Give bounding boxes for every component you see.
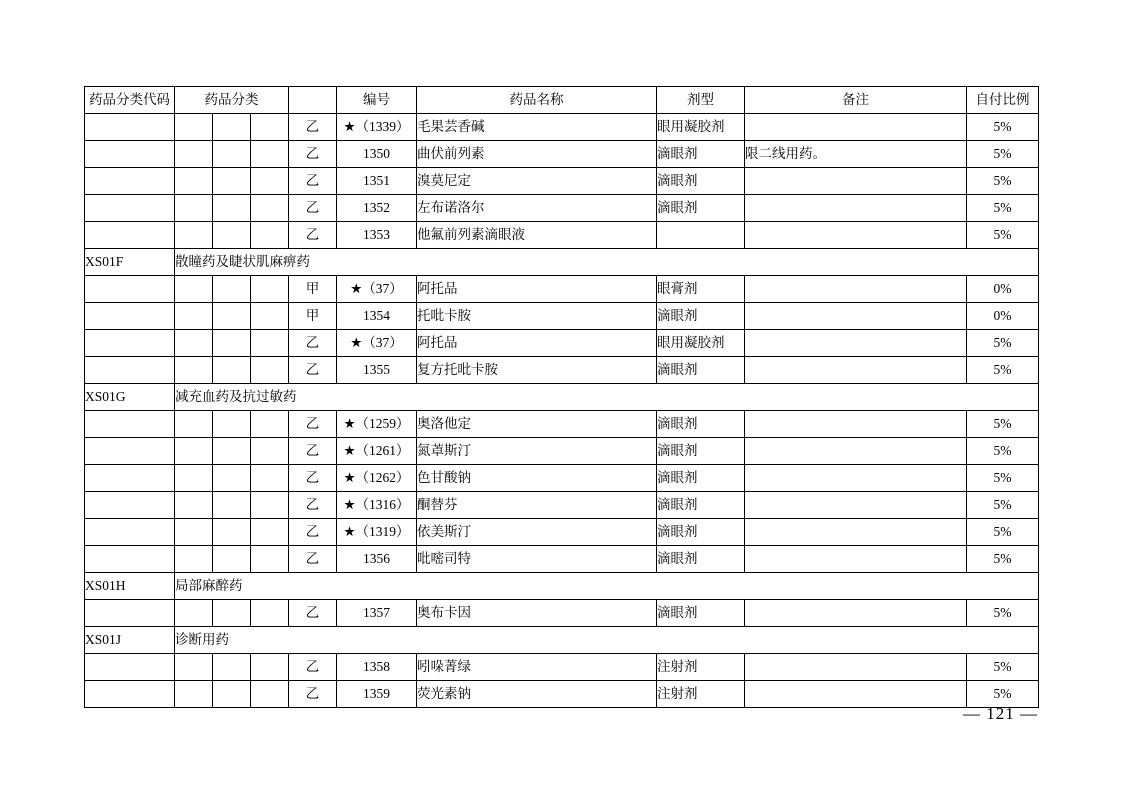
cell-type: 乙 xyxy=(289,600,337,627)
cell-remark xyxy=(745,357,967,384)
cell-ratio: 0% xyxy=(967,303,1039,330)
cell-remark xyxy=(745,519,967,546)
cell-dosage: 眼膏剂 xyxy=(657,276,745,303)
cell-drug-name: 毛果芸香碱 xyxy=(417,114,657,141)
cell-dosage: 滴眼剂 xyxy=(657,303,745,330)
cell-ratio: 5% xyxy=(967,195,1039,222)
cell-drug-name: 溴莫尼定 xyxy=(417,168,657,195)
cell-dosage: 滴眼剂 xyxy=(657,411,745,438)
cell-sub1 xyxy=(175,681,213,708)
cell-sub3 xyxy=(251,411,289,438)
cell-drug-name: 酮替芬 xyxy=(417,492,657,519)
cell-sub1 xyxy=(175,357,213,384)
table-row xyxy=(85,357,1039,384)
cell-sub2 xyxy=(213,600,251,627)
cell-remark xyxy=(745,492,967,519)
cell-sub1 xyxy=(175,411,213,438)
cell-drug-name: 托吡卡胺 xyxy=(417,303,657,330)
cell-sub1 xyxy=(175,276,213,303)
cell-number: 1351 xyxy=(337,168,417,195)
cell-code xyxy=(85,195,175,222)
cell-type: 乙 xyxy=(289,411,337,438)
cell-type: 乙 xyxy=(289,546,337,573)
cell-remark xyxy=(745,654,967,681)
cell-sub1 xyxy=(175,654,213,681)
cell-sub3 xyxy=(251,438,289,465)
cell-remark: 限二线用药。 xyxy=(745,141,967,168)
cell-sub2 xyxy=(213,303,251,330)
cell-code xyxy=(85,114,175,141)
cell-number: 1355 xyxy=(337,357,417,384)
cell-remark xyxy=(745,222,967,249)
cell-code xyxy=(85,168,175,195)
table-row xyxy=(85,303,1039,330)
table-header-row xyxy=(85,87,1039,114)
cell-dosage: 注射剂 xyxy=(657,681,745,708)
cell-remark xyxy=(745,546,967,573)
cell-type: 乙 xyxy=(289,465,337,492)
cell-sub1 xyxy=(175,330,213,357)
cell-type: 乙 xyxy=(289,438,337,465)
cell-drug-name: 色甘酸钠 xyxy=(417,465,657,492)
cell-sub1 xyxy=(175,492,213,519)
cell-remark xyxy=(745,114,967,141)
cell-category-name: 散瞳药及睫状肌麻痹药 xyxy=(175,249,1039,276)
cell-dosage: 滴眼剂 xyxy=(657,519,745,546)
cell-ratio: 5% xyxy=(967,654,1039,681)
cell-sub2 xyxy=(213,465,251,492)
cell-code xyxy=(85,681,175,708)
cell-sub3 xyxy=(251,168,289,195)
cell-number: ★（1339） xyxy=(337,114,417,141)
cell-sub3 xyxy=(251,276,289,303)
cell-category-name: 诊断用药 xyxy=(175,627,1039,654)
cell-remark xyxy=(745,195,967,222)
cell-ratio: 5% xyxy=(967,492,1039,519)
cell-sub1 xyxy=(175,600,213,627)
cell-drug-name: 阿托品 xyxy=(417,330,657,357)
cell-code xyxy=(85,222,175,249)
cell-sub3 xyxy=(251,141,289,168)
table-row xyxy=(85,654,1039,681)
cell-sub1 xyxy=(175,546,213,573)
cell-ratio: 5% xyxy=(967,438,1039,465)
cell-ratio: 5% xyxy=(967,681,1039,708)
cell-type: 甲 xyxy=(289,276,337,303)
header-category: 药品分类 xyxy=(175,87,289,114)
cell-ratio: 5% xyxy=(967,141,1039,168)
table-row xyxy=(85,222,1039,249)
cell-number: ★（1259） xyxy=(337,411,417,438)
table-row xyxy=(85,465,1039,492)
cell-dosage: 注射剂 xyxy=(657,654,745,681)
table-row xyxy=(85,276,1039,303)
cell-drug-name: 吲哚菁绿 xyxy=(417,654,657,681)
cell-remark xyxy=(745,303,967,330)
header-type xyxy=(289,87,337,114)
cell-code xyxy=(85,141,175,168)
cell-number: 1352 xyxy=(337,195,417,222)
cell-sub2 xyxy=(213,168,251,195)
cell-sub2 xyxy=(213,519,251,546)
cell-code: XS01G xyxy=(85,384,175,411)
cell-drug-name: 曲伏前列素 xyxy=(417,141,657,168)
cell-sub2 xyxy=(213,654,251,681)
cell-remark xyxy=(745,600,967,627)
table-row xyxy=(85,141,1039,168)
cell-type: 乙 xyxy=(289,654,337,681)
cell-sub1 xyxy=(175,303,213,330)
cell-type: 乙 xyxy=(289,222,337,249)
cell-sub3 xyxy=(251,114,289,141)
cell-type: 乙 xyxy=(289,330,337,357)
cell-remark xyxy=(745,276,967,303)
cell-drug-name: 氮䓬斯汀 xyxy=(417,438,657,465)
cell-dosage: 滴眼剂 xyxy=(657,357,745,384)
cell-dosage: 滴眼剂 xyxy=(657,141,745,168)
cell-ratio: 5% xyxy=(967,546,1039,573)
cell-number: ★（1316） xyxy=(337,492,417,519)
cell-code xyxy=(85,303,175,330)
cell-sub2 xyxy=(213,411,251,438)
cell-sub2 xyxy=(213,195,251,222)
table-row xyxy=(85,168,1039,195)
cell-sub2 xyxy=(213,492,251,519)
cell-sub3 xyxy=(251,600,289,627)
header-ratio: 自付比例 xyxy=(967,87,1039,114)
cell-drug-name: 左布诺洛尔 xyxy=(417,195,657,222)
cell-ratio: 5% xyxy=(967,114,1039,141)
cell-code: XS01H xyxy=(85,573,175,600)
cell-number: 1358 xyxy=(337,654,417,681)
cell-sub3 xyxy=(251,492,289,519)
cell-type: 乙 xyxy=(289,492,337,519)
cell-number: 1359 xyxy=(337,681,417,708)
cell-code xyxy=(85,600,175,627)
cell-sub2 xyxy=(213,330,251,357)
cell-code xyxy=(85,276,175,303)
header-number: 编号 xyxy=(337,87,417,114)
header-name: 药品名称 xyxy=(417,87,657,114)
cell-drug-name: 复方托吡卡胺 xyxy=(417,357,657,384)
cell-code xyxy=(85,519,175,546)
cell-number: 1356 xyxy=(337,546,417,573)
drug-catalog-table xyxy=(84,86,1039,708)
header-remark: 备注 xyxy=(745,87,967,114)
cell-dosage: 滴眼剂 xyxy=(657,546,745,573)
cell-code xyxy=(85,492,175,519)
cell-remark xyxy=(745,168,967,195)
header-dosage: 剂型 xyxy=(657,87,745,114)
cell-type: 乙 xyxy=(289,141,337,168)
cell-type: 乙 xyxy=(289,168,337,195)
cell-sub3 xyxy=(251,546,289,573)
cell-code xyxy=(85,654,175,681)
table-row xyxy=(85,600,1039,627)
cell-sub3 xyxy=(251,465,289,492)
cell-sub3 xyxy=(251,654,289,681)
cell-ratio: 5% xyxy=(967,465,1039,492)
cell-drug-name: 他氟前列素滴眼液 xyxy=(417,222,657,249)
cell-sub2 xyxy=(213,357,251,384)
cell-sub3 xyxy=(251,330,289,357)
cell-remark xyxy=(745,411,967,438)
cell-number: ★（1319） xyxy=(337,519,417,546)
header-code: 药品分类代码 xyxy=(85,87,175,114)
cell-sub2 xyxy=(213,114,251,141)
cell-remark xyxy=(745,330,967,357)
cell-sub1 xyxy=(175,438,213,465)
table-row xyxy=(85,438,1039,465)
cell-sub1 xyxy=(175,465,213,492)
cell-ratio: 5% xyxy=(967,357,1039,384)
cell-drug-name: 奥布卡因 xyxy=(417,600,657,627)
cell-ratio: 5% xyxy=(967,411,1039,438)
cell-number: 1354 xyxy=(337,303,417,330)
cell-sub1 xyxy=(175,195,213,222)
cell-drug-name: 依美斯汀 xyxy=(417,519,657,546)
cell-code xyxy=(85,411,175,438)
cell-sub3 xyxy=(251,357,289,384)
table-row xyxy=(85,114,1039,141)
cell-dosage: 滴眼剂 xyxy=(657,195,745,222)
cell-sub2 xyxy=(213,141,251,168)
cell-type: 乙 xyxy=(289,114,337,141)
cell-number: 1353 xyxy=(337,222,417,249)
cell-drug-name: 荧光素钠 xyxy=(417,681,657,708)
cell-ratio: 5% xyxy=(967,330,1039,357)
cell-dosage: 滴眼剂 xyxy=(657,492,745,519)
cell-type: 乙 xyxy=(289,681,337,708)
cell-category-name: 减充血药及抗过敏药 xyxy=(175,384,1039,411)
cell-sub2 xyxy=(213,222,251,249)
cell-code xyxy=(85,546,175,573)
cell-number: ★（1261） xyxy=(337,438,417,465)
cell-dosage: 滴眼剂 xyxy=(657,600,745,627)
cell-dosage: 眼用凝胶剂 xyxy=(657,330,745,357)
cell-number: ★（1262） xyxy=(337,465,417,492)
cell-sub2 xyxy=(213,546,251,573)
cell-sub2 xyxy=(213,681,251,708)
cell-ratio: 5% xyxy=(967,600,1039,627)
cell-code xyxy=(85,330,175,357)
cell-sub2 xyxy=(213,438,251,465)
category-row xyxy=(85,384,1039,411)
cell-number: 1357 xyxy=(337,600,417,627)
cell-sub3 xyxy=(251,303,289,330)
category-row xyxy=(85,249,1039,276)
category-row xyxy=(85,573,1039,600)
cell-dosage: 滴眼剂 xyxy=(657,168,745,195)
document-page xyxy=(84,86,1038,708)
cell-code xyxy=(85,465,175,492)
cell-code xyxy=(85,438,175,465)
cell-drug-name: 奥洛他定 xyxy=(417,411,657,438)
cell-type: 乙 xyxy=(289,519,337,546)
cell-category-name: 局部麻醉药 xyxy=(175,573,1039,600)
cell-dosage xyxy=(657,222,745,249)
cell-type: 乙 xyxy=(289,195,337,222)
cell-sub1 xyxy=(175,141,213,168)
cell-number: ★（37） xyxy=(337,330,417,357)
cell-sub3 xyxy=(251,222,289,249)
cell-sub1 xyxy=(175,222,213,249)
cell-remark xyxy=(745,465,967,492)
table-row xyxy=(85,411,1039,438)
cell-dosage: 滴眼剂 xyxy=(657,465,745,492)
cell-dosage: 滴眼剂 xyxy=(657,438,745,465)
page-number: — 121 — xyxy=(963,704,1038,723)
cell-sub1 xyxy=(175,168,213,195)
cell-dosage: 眼用凝胶剂 xyxy=(657,114,745,141)
cell-sub1 xyxy=(175,114,213,141)
cell-drug-name: 吡嘧司特 xyxy=(417,546,657,573)
cell-number: ★（37） xyxy=(337,276,417,303)
cell-ratio: 5% xyxy=(967,519,1039,546)
category-row xyxy=(85,627,1039,654)
cell-ratio: 5% xyxy=(967,168,1039,195)
cell-sub1 xyxy=(175,519,213,546)
table-row xyxy=(85,492,1039,519)
table-row xyxy=(85,330,1039,357)
cell-drug-name: 阿托品 xyxy=(417,276,657,303)
table-row xyxy=(85,195,1039,222)
cell-type: 乙 xyxy=(289,357,337,384)
table-row xyxy=(85,519,1039,546)
cell-number: 1350 xyxy=(337,141,417,168)
cell-type: 甲 xyxy=(289,303,337,330)
cell-ratio: 0% xyxy=(967,276,1039,303)
cell-sub2 xyxy=(213,276,251,303)
table-row xyxy=(85,546,1039,573)
cell-code xyxy=(85,357,175,384)
cell-ratio: 5% xyxy=(967,222,1039,249)
cell-sub3 xyxy=(251,519,289,546)
cell-remark xyxy=(745,438,967,465)
cell-sub3 xyxy=(251,681,289,708)
cell-code: XS01F xyxy=(85,249,175,276)
cell-sub3 xyxy=(251,195,289,222)
cell-code: XS01J xyxy=(85,627,175,654)
